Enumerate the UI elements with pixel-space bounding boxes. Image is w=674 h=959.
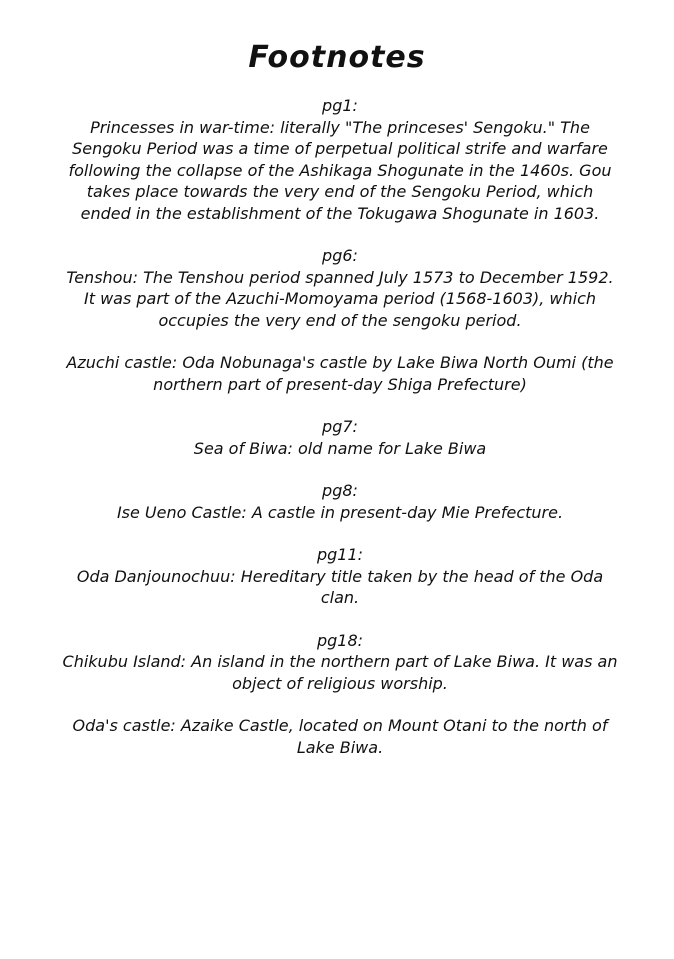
footnote-entry: Ise Ueno Castle: A castle in present-day Mie Prefecture. [116,502,564,522]
page-reference: pg18: [316,630,364,650]
footnote-entry: Chikubu Island: An island in the northern part of Lake Biwa. It was an object of religious worship. [62,652,618,693]
page-reference: pg1: [322,96,358,115]
page-title: Footnotes [248,40,426,75]
page-reference: pg6: [322,246,358,265]
footnote-entry: Sea of Biwa: old name for Lake Biwa [193,438,487,458]
page-reference: pg7: [322,417,358,436]
footnote-section-pg18 [60,630,620,759]
footnote-entry: Oda's castle: Azaike Castle, located on Mount Otani to the north of Lake Biwa. [72,716,608,757]
footnote-section-pg6 [60,245,620,395]
footnote-entry: Princesses in war-time: literally "The princeses' Sengoku." The Sengoku Period was a time of perpetual political strife and warfare following the collapse of the Ashikaga Shogunate in the 1460s. Gou takes place towards the very end of the Sengoku Period, which ended in the establishment of the Tokugawa Shogunate in 1603. [68,117,612,223]
footnote-entry: Tenshou: The Tenshou period spanned July 1573 to December 1592. It was part of the Azuchi-Momoyama period (1568-1603), which occupies the very end of the sengoku period. [66,267,614,330]
footnote-section-pg1 [60,95,620,224]
footnote-entry: Azuchi castle: Oda Nobunaga's castle by Lake Biwa North Oumi (the northern part of present-day Shiga Prefecture) [66,353,614,394]
footnote-section-pg8 [60,480,620,523]
footnote-entry: Oda Danjounochuu: Hereditary title taken by the head of the Oda clan. [76,566,604,607]
page-reference: pg8: [322,481,358,500]
footnote-section-pg7 [60,416,620,459]
page-reference: pg11: [316,545,364,564]
footnote-section-pg11 [60,544,620,609]
footnotes-list [60,95,620,779]
